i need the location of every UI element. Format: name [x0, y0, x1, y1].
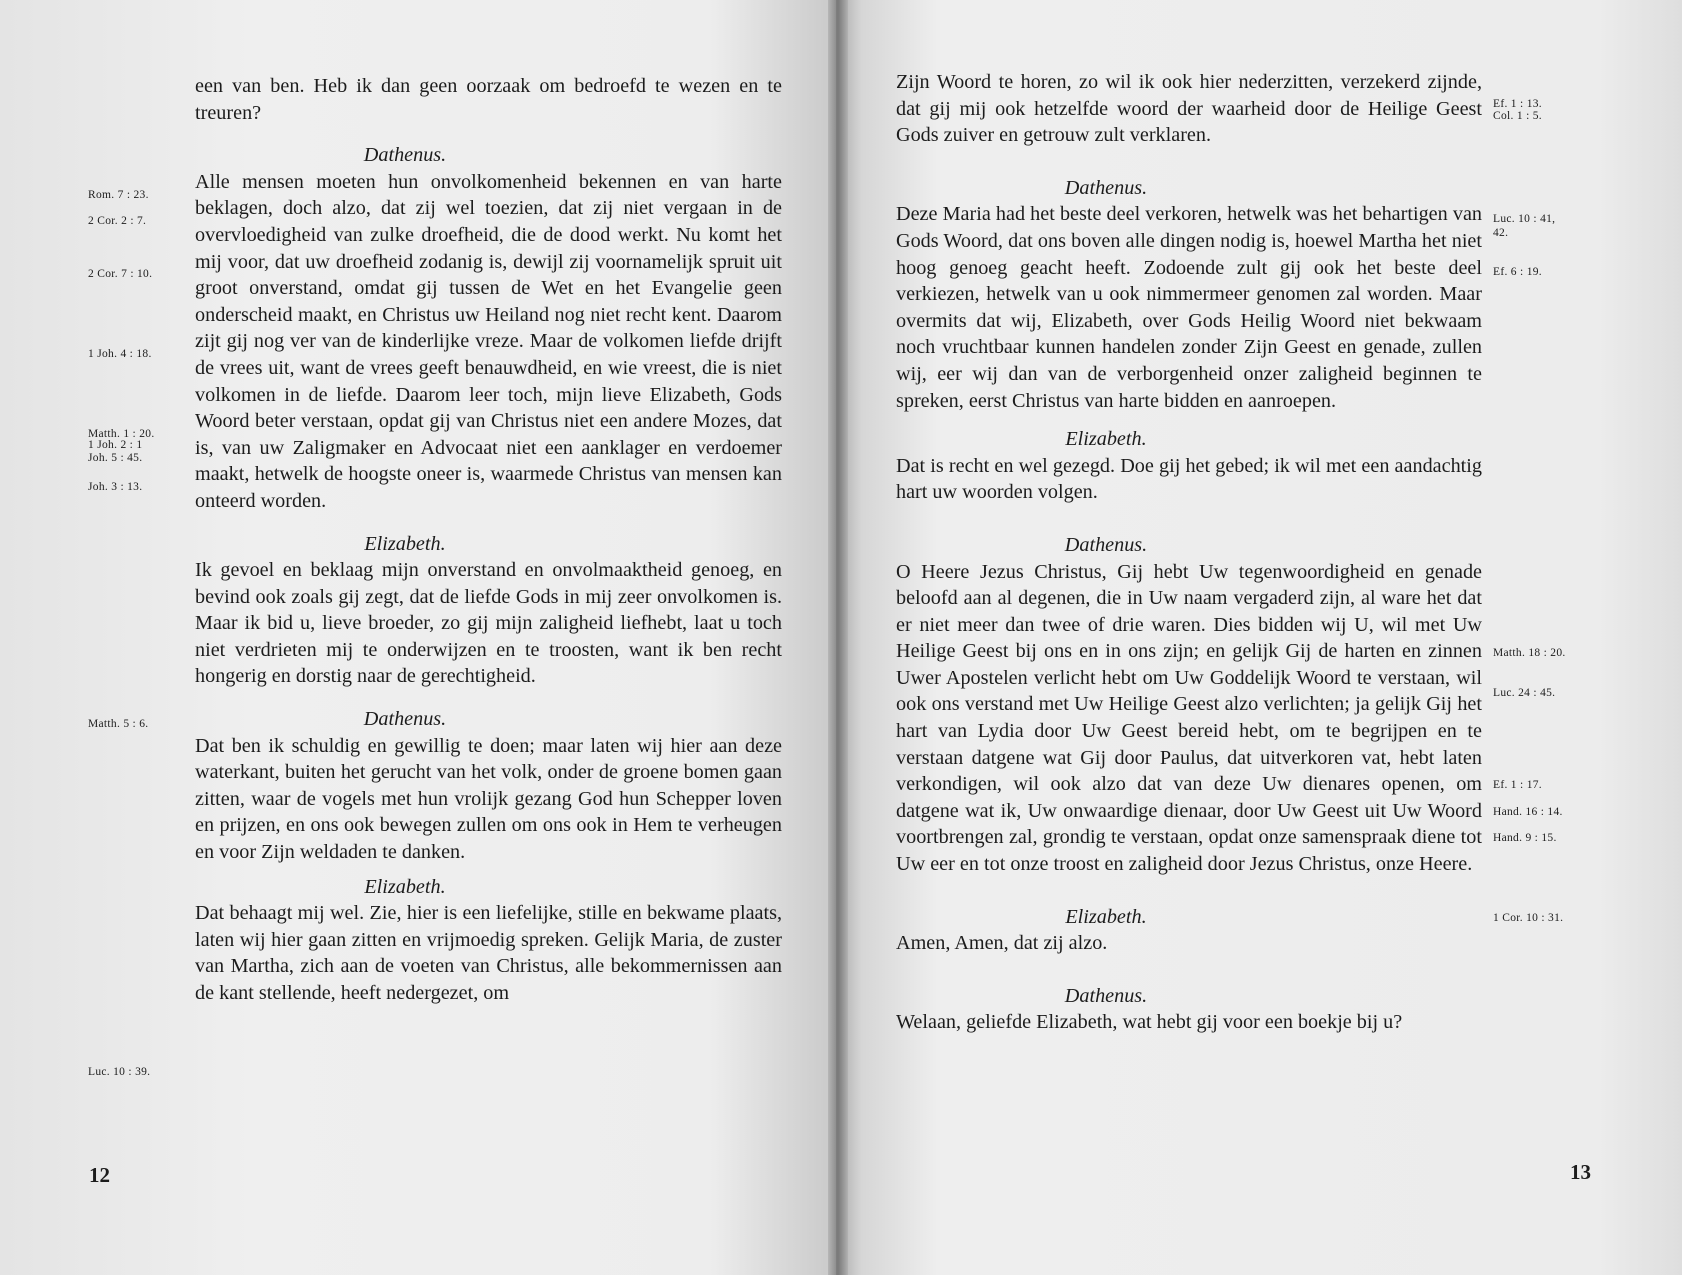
speaker-heading: Elizabeth.: [364, 532, 446, 555]
margin-reference: Joh. 3 : 13.: [88, 481, 143, 493]
right-page-text: [896, 69, 1482, 1036]
margin-reference: Hand. 16 : 14.: [1493, 806, 1563, 818]
paragraph: O Heere Jezus Christus, Gij hebt Uw tegenwoordigheid en genade beloofd aan al degenen, die in Uw naam vergaderd zijn, al ware het dat er niet meer dan twee of drie waren. Dies bidden wij U, wil met Uw Heilige Geest bij ons en in ons zijn; en gelijk Gij de harten en zinnen Uwer Apostelen verlicht hebt om Uw Goddelijk Woord te verstaan, wil ook ons verstand met Uw Heilige Geest alzo verlichten; ja gelijk Gij het hart van Lydia door Uw Geest bereid hebt, om te begrijpen en te verstaan datgene wat Gij door Paulus, dat uitverkoren vat, hebt laten verkondigen, wil ook alzo dat van deze Uw dienares openen, om datgene wat ik, Uw onwaardige dienaar, door Uw Geest uit Uw Woord voortbrengen zal, grondig te verstaan, opdat onze samenspraak diene tot Uw eer en tot onze troost en zaligheid door Jezus Christus, onze Heere.: [896, 560, 1482, 876]
speaker-heading: Dathenus.: [1064, 176, 1148, 199]
margin-reference: Matth. 5 : 6.: [88, 718, 149, 730]
paragraph: Deze Maria had het beste deel verkoren, hetwelk was het behartigen van Gods Woord, dat ons boven alle dingen nodig is, hoewel Martha het niet hoog genoeg geacht heeft. Zodoende zult gij ook het beste deel verkiezen, hetwelk van u ook nimmermeer genomen zal worden. Maar overmits dat wij, Elizabeth, over Gods Heilig Woord niet bekwaam noch vruchtbaar kunnen handelen zonder Zijn Geest en genade, zullen wij, eer wij dan van de verborgenheid onzer zaligheid beginnen te spreken, eerst Christus van harte bidden en aanroepen.: [896, 203, 1482, 412]
speaker-heading: Dathenus.: [363, 708, 447, 731]
margin-reference: Ef. 1 : 17.: [1493, 779, 1542, 791]
paragraph: Ik gevoel en beklaag mijn onverstand en onvolmaaktheid genoeg, en bevind ook zoals gij zegt, dat de liefde Gods in mij zeer onvolkomen is. Maar ik bid u, lieve broeder, zo gij mijn zaligheid liefhebt, laat u toch niet verdrieten mij te onderwijzen en te troosten, want ik ben recht hongerig en dorstig naar de gerechtigheid.: [195, 559, 782, 688]
margin-reference: Matth. 18 : 20.: [1493, 647, 1566, 659]
speaker-heading: Dathenus.: [363, 144, 447, 167]
margin-reference: Joh. 5 : 45.: [88, 452, 143, 464]
margin-reference: Matth. 1 : 20.: [88, 428, 155, 440]
speaker-heading: Elizabeth.: [364, 875, 446, 898]
paragraph: Zijn Woord te horen, zo wil ik ook hier nederzitten, verzekerd zijnde, dat gij mij ook hetzelfde woord der waarheid door de Heilige Geest Gods zuiver en getrouw zult verklaren.: [896, 71, 1482, 147]
book-spine-gutter: [828, 0, 848, 1275]
paragraph: Welaan, geliefde Elizabeth, wat hebt gij voor een boekje bij u?: [896, 1011, 1403, 1034]
paragraph: Dat is recht en wel gezegd. Doe gij het gebed; ik wil met een aandachtig hart uw woorden volgen.: [896, 454, 1482, 504]
paragraph: Alle mensen moeten hun onvolkomenheid bekennen en van harte beklagen, doch alzo, dat zij wel toezien, dat zij niet vergaan in de overvloedigheid van zulke droefheid, die de dood werkt. Nu komt het mij voor, dat uw droefheid zodanig is, dewijl zij voornamelijk spruit uit groot onverstand, omdat gij tussen de Wet en het Evangelie geen onderscheid maakt, en Christus uw Heiland nog niet recht kent. Daarom zijt gij nog ver van de kinderlijke vreze. Maar de volkomen liefde drijft de vrees uit, want de vrees geeft benauwdheid, en wie vreest, die is niet volkomen in de liefde. Daarom leer toch, mijn lieve Elizabeth, Gods Woord beter verstaan, opdat gij van Christus niet een andere Mozes, dat is, van uw Zaligmaker en Advocaat niet een aanklager en verdoemer maakt, hetwelk de hoogste oneer is, waarmede Christus van mensen kan onteerd worden.: [195, 170, 782, 512]
margin-reference: Luc. 24 : 45.: [1493, 687, 1556, 699]
speaker-heading: Dathenus.: [1064, 984, 1148, 1007]
paragraph: een van ben. Heb ik dan geen oorzaak om bedroefd te wezen en te treuren?: [195, 75, 782, 124]
speaker-heading: Elizabeth.: [1065, 428, 1147, 451]
margin-reference: 1 Joh. 2 : 1: [88, 439, 143, 451]
margin-reference: Ef. 6 : 19.: [1493, 266, 1542, 278]
margin-reference: Luc. 10 : 41,: [1493, 213, 1556, 225]
paragraph: Amen, Amen, dat zij alzo.: [896, 932, 1108, 955]
left-page: [0, 0, 836, 1275]
margin-reference: 42.: [1493, 227, 1509, 239]
speaker-heading: Elizabeth.: [1065, 905, 1147, 928]
speaker-heading: Dathenus.: [1064, 533, 1148, 556]
margin-reference: Luc. 10 : 39.: [88, 1066, 151, 1078]
paragraph: Dat behaagt mij wel. Zie, hier is een liefelijke, stille en bekwame plaats, laten wij hier gaan zitten en vrijmoedig spreken. Gelijk Maria, de zuster van Martha, zich aan de voeten van Christus, alle bekommernissen aan de kant stellende, heeft nedergezet, om: [195, 902, 782, 1004]
margin-reference: Rom. 7 : 23.: [88, 189, 149, 201]
margin-reference: 1 Joh. 4 : 18.: [88, 348, 152, 360]
margin-reference: 2 Cor. 2 : 7.: [88, 215, 147, 227]
margin-reference: Hand. 9 : 15.: [1493, 832, 1557, 844]
margin-reference: 2 Cor. 7 : 10.: [88, 268, 153, 280]
right-page: [836, 0, 1682, 1275]
margin-reference: Ef. 1 : 13.: [1493, 98, 1542, 110]
margin-reference: Col. 1 : 5.: [1493, 110, 1542, 122]
page-number: 13: [1570, 1160, 1591, 1184]
left-page-text: [195, 73, 782, 1007]
margin-reference: 1 Cor. 10 : 31.: [1493, 912, 1564, 924]
page-number: 12: [89, 1163, 110, 1187]
paragraph: Dat ben ik schuldig en gewillig te doen; maar laten wij hier aan deze waterkant, buiten het gerucht van het volk, onder de groene bomen gaan zitten, waar de vogels met hun vrolijk gezang God hun Schepper loven en prijzen, en ons ook bewegen zullen om ons ook in Hem te verheugen en voor Zijn weldaden te danken.: [195, 734, 782, 864]
